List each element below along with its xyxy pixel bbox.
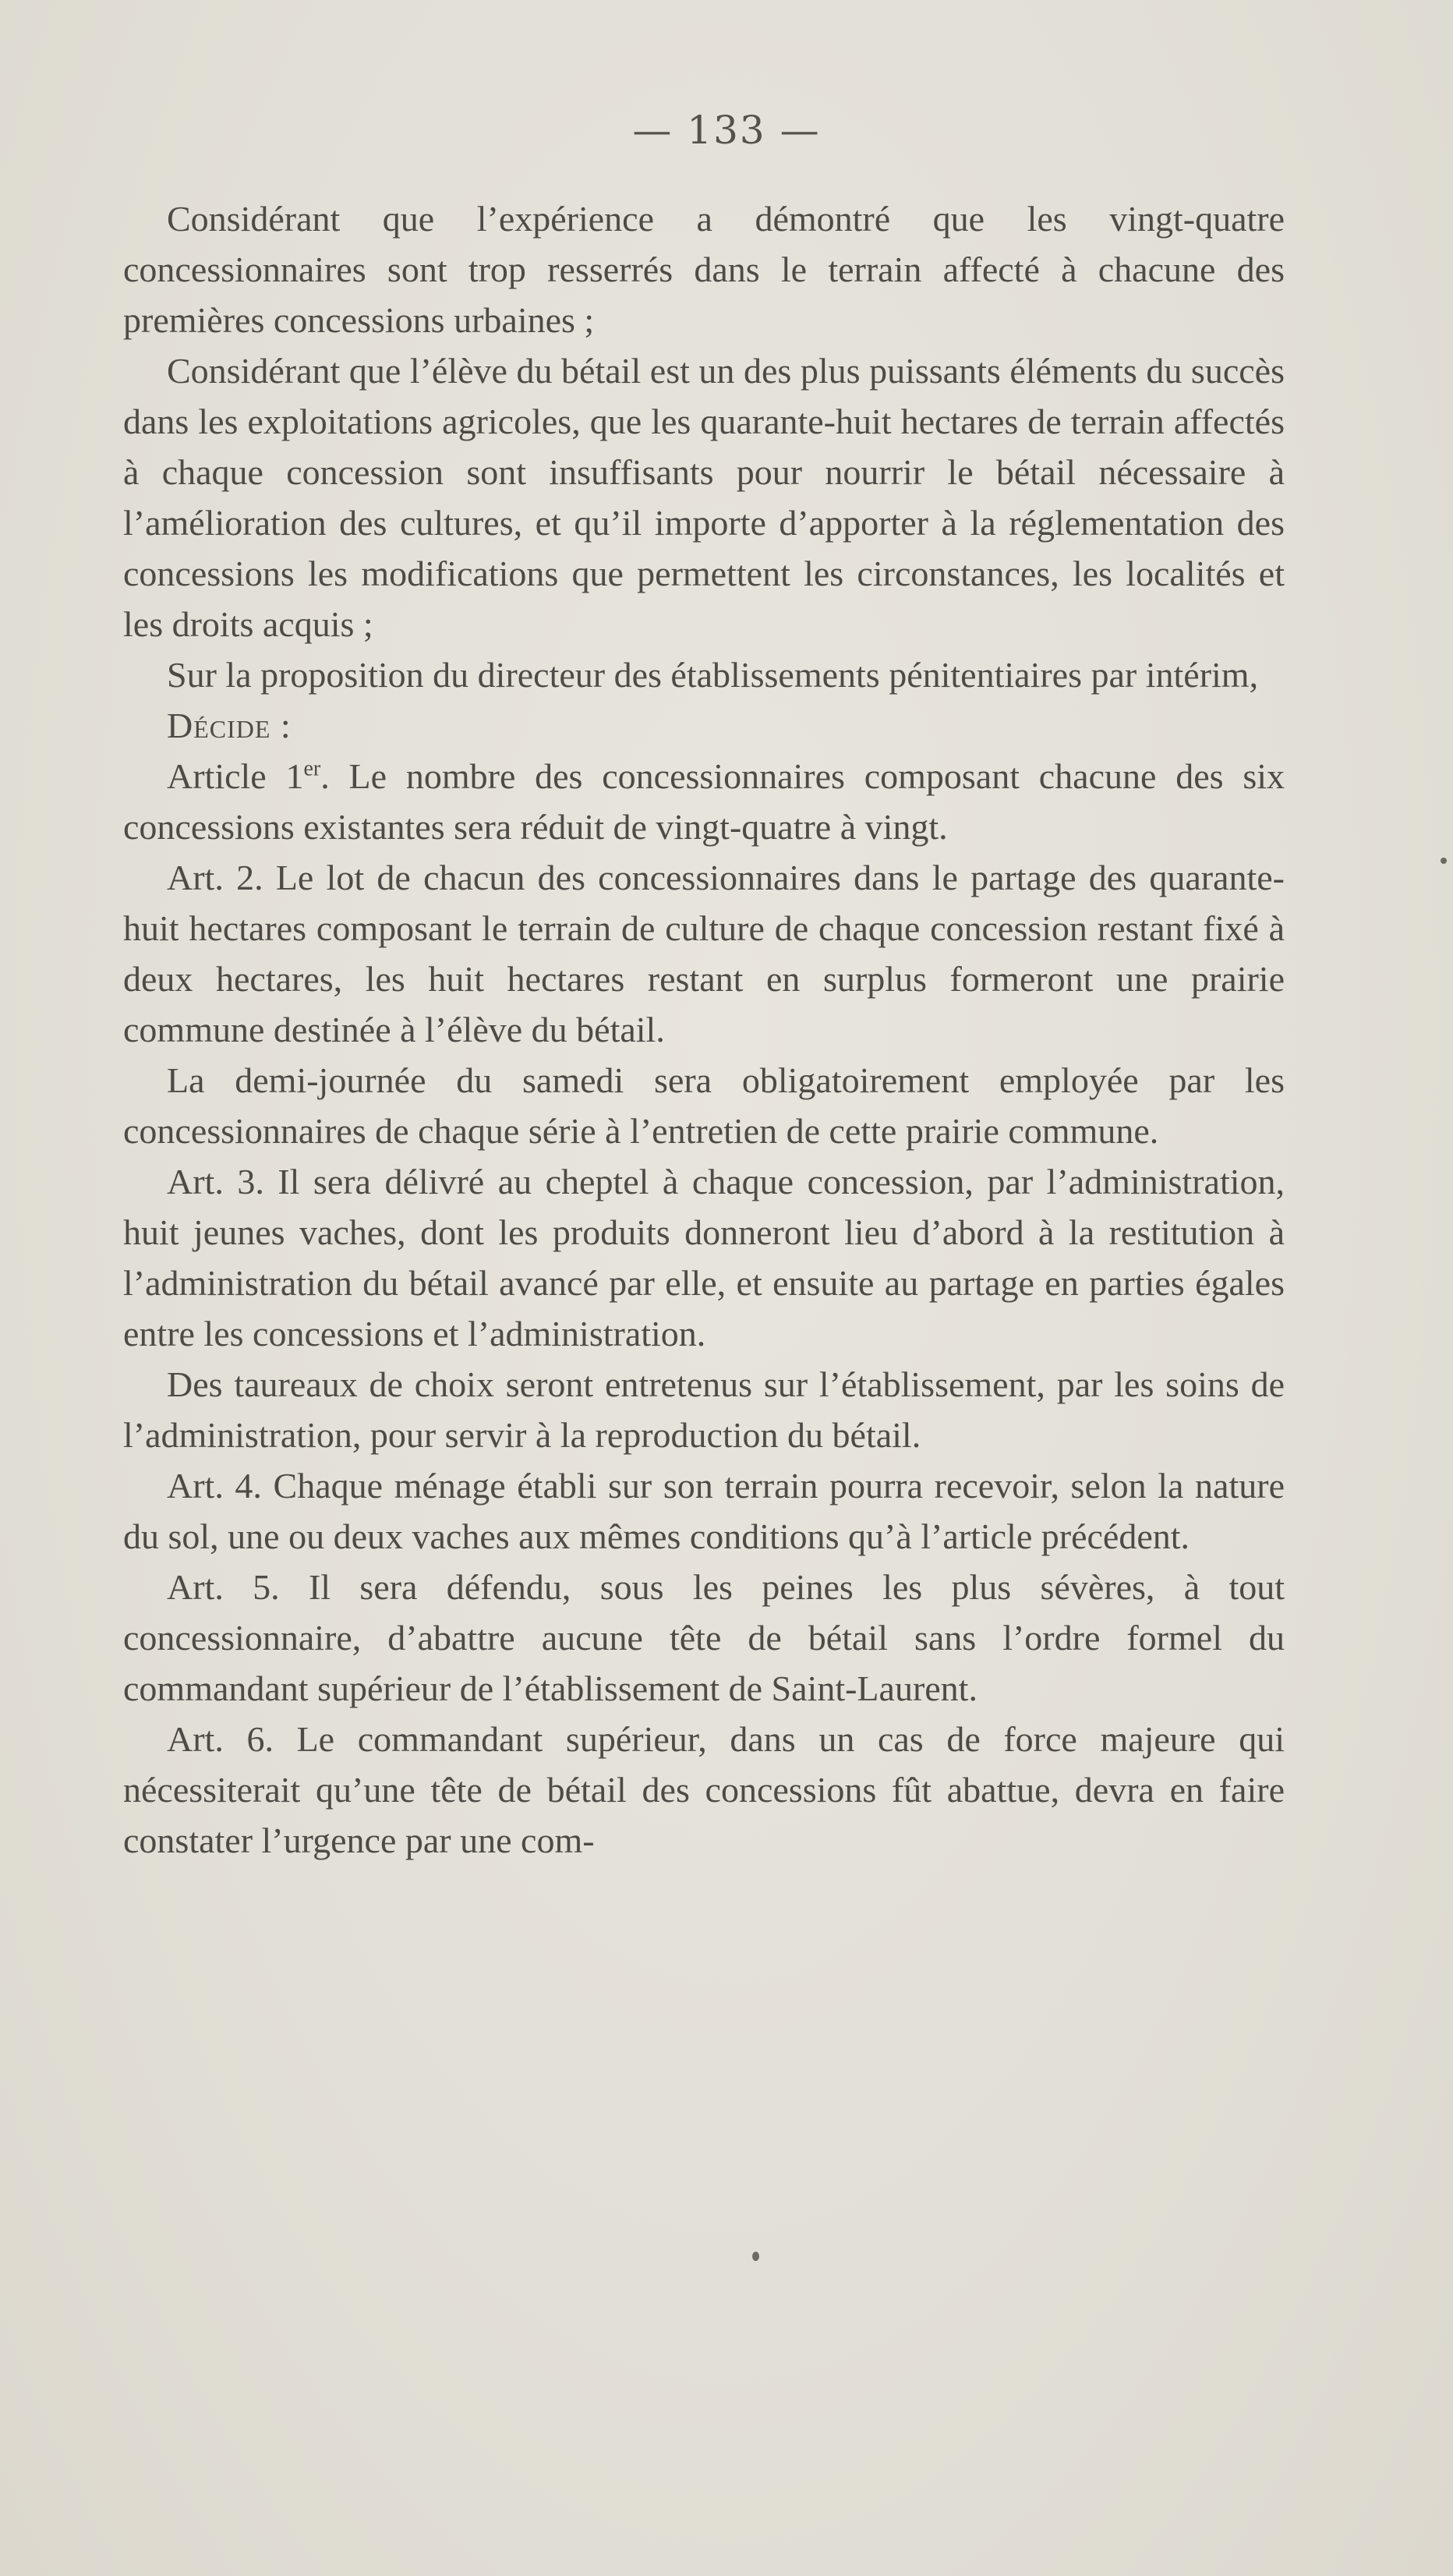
paragraph-considerant-1: Considérant que l’expérience a démontré que les vingt-quatre concessionnaires sont trop resserrés dans le terrain affecté à chacune des premières concessions urbaines ;: [123, 199, 1285, 340]
article-2-samedi: La demi-journée du samedi sera obligatoirement employée par les concessionnaires de chaque série à l’entretien de cette prairie commune.: [123, 1060, 1285, 1151]
ink-speck: [752, 2252, 759, 2261]
decide-heading: [123, 700, 1285, 751]
article-4: Art. 4. Chaque ménage établi sur son terrain pourra recevoir, selon la nature du sol, une ou deux vaches aux mêmes conditions qu’à l’article précédent.: [123, 1466, 1285, 1556]
article-5: Art. 5. Il sera défendu, sous les peines les plus sévères, à tout concessionnaire, d’abattre aucune tête de bétail sans l’ordre formel du commandant supérieur de l’établissement de Saint-Laurent.: [123, 1567, 1285, 1708]
article-6: Art. 6. Le commandant supérieur, dans un cas de force majeure qui nécessiterait qu’une tête de bétail des concessions fût abattue, devra en faire constater l’urgence par une com-: [123, 1719, 1285, 1860]
paragraph-considerant-2: Considérant que l’élève du bétail est un des plus puissants éléments du succès dans les exploitations agricoles, que les quarante-huit hectares de terrain affectés à chaque concession sont insuffisants pour nourrir le bétail nécessaire à l’amélioration des cultures, et qu’il importe d’apporter à la réglementation des concessions les modifications que permettent les circonstances, les localités et les droits acquis ;: [123, 351, 1285, 644]
article-1-sup: er: [303, 756, 321, 781]
page-number: — 133 —: [632, 108, 821, 153]
paragraph-proposition: Sur la proposition du directeur des établissements pénitentiaires par intérim,: [167, 655, 1259, 695]
article-1-text: . Le nombre des concessionnaires composant chacune des six concessions existantes sera réduit de vingt-quatre à vingt.: [123, 756, 1285, 847]
article-3-taureaux: Des taureaux de choix seront entretenus sur l’établissement, par les soins de l’administration, pour servir à la reproduction du bétail.: [123, 1364, 1285, 1455]
article-1: [123, 751, 1285, 852]
article-1-prefix: Article 1: [167, 756, 304, 796]
ink-speck: [1441, 858, 1447, 864]
body-text: [123, 193, 1285, 1866]
article-2: Art. 2. Le lot de chacun des concessionnaires dans le partage des quarante-huit hectares composant le terrain de culture de chaque concession restant fixé à deux hectares, les huit hectares restant en surplus formeront une prairie commune destinée à l’élève du bétail.: [123, 858, 1285, 1049]
decide-label: Décide :: [167, 706, 292, 745]
article-3: Art. 3. Il sera délivré au cheptel à chaque concession, par l’administration, huit jeunes vaches, dont les produits donneront lieu d’abord à la restitution à l’administration du bétail avancé par elle, et ensuite au partage en parties égales entre les concessions et l’administration.: [123, 1162, 1285, 1353]
